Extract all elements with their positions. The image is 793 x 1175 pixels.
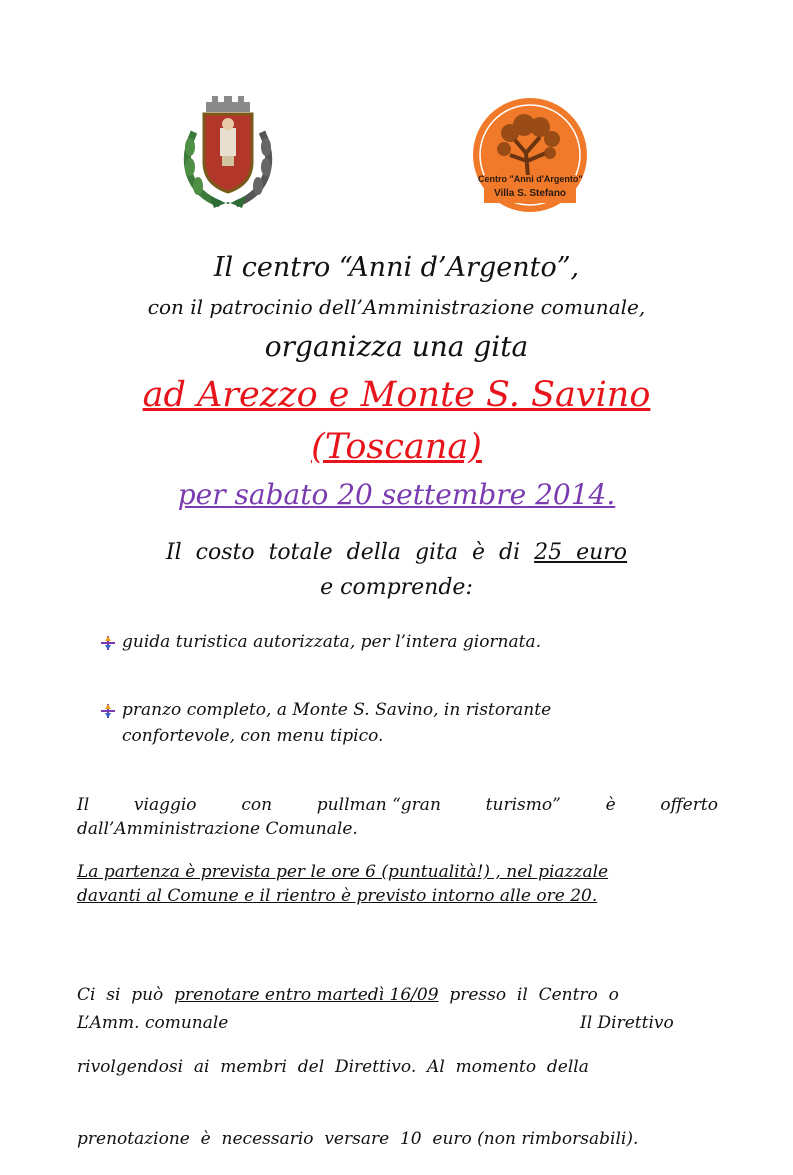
booking-line-3: prenotazione è necessario versare 10 euro (non rimborsabili). [77,1129,639,1149]
booking-deadline: prenotare entro martedì 16/09 [174,985,439,1005]
signature-right: Il Direttivo [580,1013,674,1033]
booking-suffix: presso il Centro o [438,985,619,1005]
travel-word: offerto [660,795,718,815]
signature-left: L’Amm. comunale [77,1013,229,1033]
booking-prefix: Ci si può [77,985,175,1005]
include-item-text-2: confortevole, con menu tipico. [122,726,384,746]
booking-line-2: rivolgendosi ai membri del Direttivo. Al momento della [77,1057,589,1077]
coat-of-arms-icon [180,92,276,210]
destination-line-2: (Toscana) [311,427,482,467]
travel-word: Il [77,795,90,815]
heading-line-3: organizza una gita [264,330,529,363]
travel-word: turismo” [485,795,561,815]
departure-line-2: davanti al Comune e il rientro è previsto intorno alle ore 20. [77,886,598,906]
cost-amount: 25 euro [534,540,628,565]
travel-word: pullman “gran [316,795,441,815]
trip-date: per sabato 20 settembre 2014. [177,478,616,511]
booking-line-1 [77,983,718,1007]
heading-line-2: con il patrocinio dell’Amministrazione comunale, [147,295,646,319]
destination-line-1: ad Arezzo e Monte S. Savino [142,375,651,415]
heading-line-1: Il centro “Anni d’Argento”, [213,252,580,283]
booking-paragraph [77,935,718,1175]
travel-word: è [605,795,616,815]
cost-prefix: Il costo totale della gita è di [165,540,535,565]
bullet-icon [100,635,116,651]
bullet-icon [100,703,116,719]
centre-logo-text-2: Villa S. Stefano [493,188,567,199]
include-item-text: pranzo completo, a Monte S. Savino, in ristorante [122,700,552,720]
cost-line-2: e comprende: [320,575,473,600]
travel-word: con [241,795,273,815]
cost-line-1 [0,540,793,565]
travel-paragraph [77,793,718,841]
travel-line-1 [77,793,718,817]
departure-paragraph [77,860,718,908]
travel-line-2: dall’Amministrazione Comunale. [77,819,358,839]
travel-word: viaggio [133,795,197,815]
include-item-text: guida turistica autorizzata, per l’intera giornata. [122,632,542,652]
centre-logo-text-1: Centro "Anni d'Argento" [478,174,583,184]
departure-line-1: La partenza è prevista per le ore 6 (puntualità!) , nel piazzale [77,862,609,882]
